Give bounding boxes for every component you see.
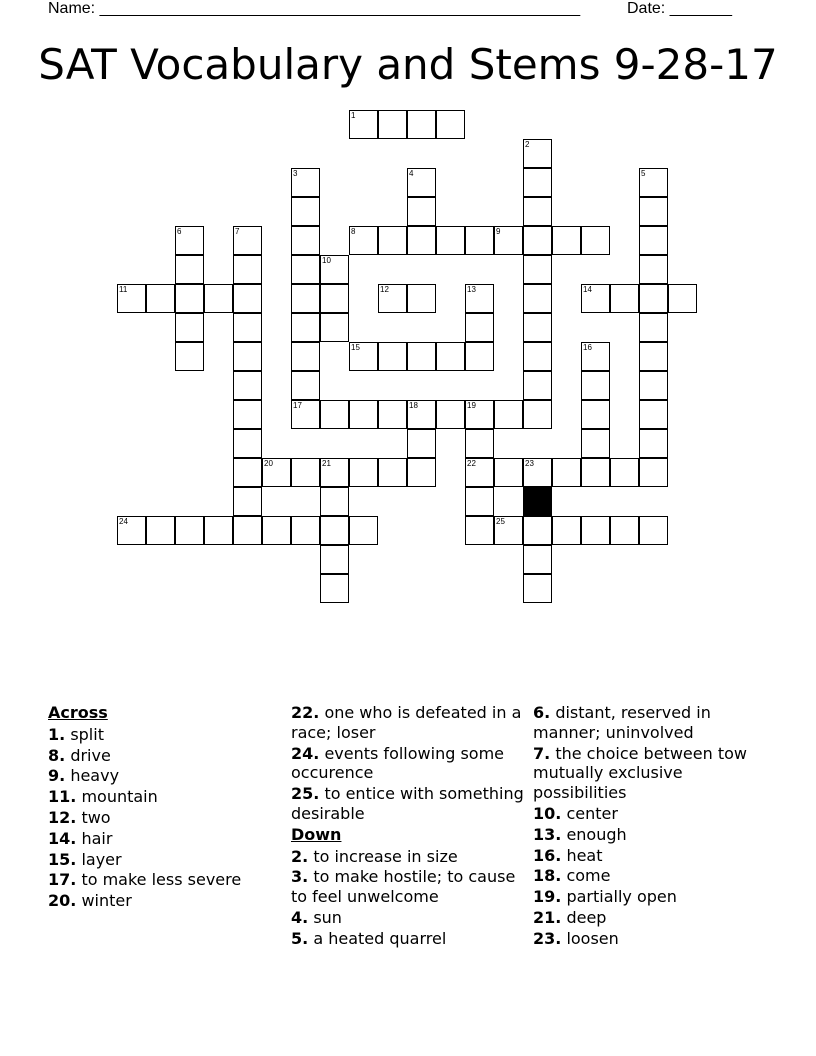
clue-down-6 [533,703,768,743]
grid-cell[interactable] [407,197,436,226]
cell-number: 2 [525,140,530,149]
clue-column-2 [291,703,526,950]
clue-across-12 [48,808,283,828]
grid-cell[interactable] [233,313,262,342]
clue-down-4 [291,908,526,928]
grid-cell[interactable] [378,226,407,255]
clue-number: 11. [48,787,77,807]
clue-number: 22. [291,703,320,722]
clue-across-11 [48,787,283,807]
grid-cell[interactable] [523,574,552,603]
grid-cell[interactable] [668,284,697,313]
grid-cell[interactable] [262,516,291,545]
grid-cell[interactable] [291,284,320,313]
clue-number: 3. [291,867,309,887]
grid-cell[interactable] [291,313,320,342]
grid-cell[interactable] [233,371,262,400]
grid-cell[interactable] [610,516,639,545]
clue-text: partially open [566,887,677,907]
grid-cell[interactable] [639,284,668,313]
clue-number: 14. [48,828,77,848]
clue-down-18 [533,866,768,886]
clue-text: distant, reserved in manner; uninvolved [533,703,711,742]
grid-cell[interactable] [523,139,552,168]
grid-cell[interactable] [349,458,378,487]
clue-text: sun [313,907,342,927]
grid-cell[interactable] [465,516,494,545]
grid-cell[interactable] [233,342,262,371]
date-field-label[interactable]: Date: _______ [627,0,732,17]
grid-cell[interactable] [146,284,175,313]
clue-across-25 [291,784,526,824]
grid-cell[interactable] [465,458,494,487]
grid-cell[interactable] [117,284,146,313]
grid-cell[interactable] [175,313,204,342]
grid-cell[interactable] [117,516,146,545]
grid-cell[interactable] [233,226,262,255]
grid-cell[interactable] [436,110,465,139]
grid-cell[interactable] [552,226,581,255]
grid-cell[interactable] [639,371,668,400]
clue-down-19 [533,887,768,907]
clue-down-16 [533,846,768,866]
grid-cell[interactable] [291,342,320,371]
grid-cell[interactable] [581,342,610,371]
clue-across-1 [48,725,283,745]
across-heading: Across [48,703,108,722]
grid-cell[interactable] [523,400,552,429]
grid-cell[interactable] [639,226,668,255]
clue-across-22 [291,703,526,743]
clue-number: 6. [533,703,551,722]
grid-cell[interactable] [639,429,668,458]
grid-cell[interactable] [436,226,465,255]
clue-text: heavy [70,766,120,786]
grid-cell[interactable] [320,255,349,284]
grid-cell[interactable] [436,342,465,371]
grid-cell[interactable] [581,400,610,429]
grid-cell[interactable] [291,255,320,284]
cell-number: 8 [351,227,356,236]
grid-cell[interactable] [378,342,407,371]
grid-cell[interactable] [233,458,262,487]
grid-cell[interactable] [233,255,262,284]
grid-cell[interactable] [378,110,407,139]
cell-number: 21 [322,459,331,468]
grid-cell[interactable] [291,168,320,197]
clue-text: drive [70,745,111,765]
grid-cell[interactable] [407,284,436,313]
grid-cell[interactable] [320,458,349,487]
grid-cell[interactable] [407,226,436,255]
clue-text: one who is defeated in a race; loser [291,703,522,742]
grid-cell[interactable] [407,400,436,429]
grid-cell[interactable] [523,516,552,545]
grid-cell[interactable] [407,110,436,139]
grid-cell[interactable] [465,313,494,342]
cell-number: 3 [293,169,298,178]
grid-cell[interactable] [639,255,668,284]
clue-number: 10. [533,803,562,823]
grid-cell[interactable] [465,226,494,255]
grid-cell[interactable] [407,429,436,458]
grid-cell[interactable] [523,168,552,197]
grid-cell[interactable] [175,226,204,255]
grid-cell[interactable] [523,197,552,226]
grid-cell[interactable] [639,342,668,371]
grid-cell[interactable] [465,342,494,371]
clue-text: layer [81,849,122,869]
grid-cell[interactable] [639,400,668,429]
grid-cell[interactable] [349,342,378,371]
page-title: SAT Vocabulary and Stems 9-28-17 [38,40,778,89]
clue-text: center [566,803,618,823]
clue-text: hair [81,828,113,848]
grid-cell[interactable] [639,168,668,197]
cell-number: 10 [322,256,331,265]
grid-cell[interactable] [610,458,639,487]
clue-text: events following some occurence [291,743,504,783]
grid-cell[interactable] [523,371,552,400]
grid-cell[interactable] [639,197,668,226]
clue-text: enough [566,824,627,844]
clue-number: 9. [48,766,66,786]
cell-number: 19 [467,401,476,410]
cell-number: 1 [351,111,356,120]
cell-number: 20 [264,459,273,468]
clue-across-8 [48,746,283,766]
cell-number: 12 [380,285,389,294]
grid-cell[interactable] [349,516,378,545]
grid-cell[interactable] [204,516,233,545]
grid-cell[interactable] [233,400,262,429]
clue-down-7 [533,744,768,803]
grid-cell[interactable] [291,516,320,545]
grid-cell[interactable] [465,487,494,516]
clue-number: 23. [533,928,562,948]
clue-text: winter [81,891,132,911]
cell-number: 5 [641,169,646,178]
grid-cell[interactable] [494,400,523,429]
clue-number: 5. [291,928,309,948]
clue-text: loosen [566,928,619,948]
grid-cell[interactable] [523,313,552,342]
grid-cell[interactable] [552,458,581,487]
clue-number: 25. [291,784,320,804]
clue-text: a heated quarrel [313,928,447,948]
grid-cell[interactable] [291,226,320,255]
clue-text: to entice with something desirable [291,784,524,823]
grid-cell[interactable] [233,516,262,545]
blocked-cell [523,487,552,516]
grid-cell[interactable] [407,168,436,197]
grid-cell[interactable] [320,400,349,429]
grid-cell[interactable] [146,516,175,545]
clue-number: 21. [533,907,562,927]
clue-number: 8. [48,745,66,765]
cell-number: 13 [467,285,476,294]
cell-number: 14 [583,285,592,294]
clue-number: 7. [533,743,551,763]
clue-across-20 [48,891,283,911]
grid-cell[interactable] [465,429,494,458]
clue-number: 1. [48,724,66,744]
cell-number: 9 [496,227,501,236]
grid-cell[interactable] [233,487,262,516]
grid-cell[interactable] [320,487,349,516]
cell-number: 16 [583,343,592,352]
clue-number: 4. [291,907,309,927]
grid-cell[interactable] [523,284,552,313]
cell-number: 4 [409,169,414,178]
grid-cell[interactable] [320,516,349,545]
clue-across-17 [48,870,283,890]
clue-number: 13. [533,824,562,844]
clue-text: two [81,807,111,827]
clue-text: come [566,866,611,886]
clue-across-24 [291,744,526,784]
clue-number: 12. [48,807,77,827]
grid-cell[interactable] [320,313,349,342]
grid-cell[interactable] [581,284,610,313]
grid-cell[interactable] [523,458,552,487]
clue-column-3 [533,703,768,950]
clue-text: split [70,724,104,744]
grid-cell[interactable] [291,458,320,487]
clue-text: to make less severe [81,870,242,890]
grid-cell[interactable] [494,458,523,487]
grid-cell[interactable] [204,284,233,313]
clue-down-10 [533,804,768,824]
clue-number: 24. [291,743,320,763]
grid-cell[interactable] [436,400,465,429]
grid-cell[interactable] [552,516,581,545]
clue-number: 20. [48,891,77,911]
grid-cell[interactable] [291,400,320,429]
clue-down-3 [291,867,526,907]
grid-cell[interactable] [581,226,610,255]
clue-text: heat [566,845,603,865]
clue-down-2 [291,847,526,867]
grid-cell[interactable] [175,284,204,313]
grid-cell[interactable] [320,574,349,603]
grid-cell[interactable] [639,516,668,545]
clue-column-1 [48,703,283,912]
grid-cell[interactable] [581,371,610,400]
grid-cell[interactable] [639,313,668,342]
grid-cell[interactable] [639,458,668,487]
grid-cell[interactable] [523,255,552,284]
grid-cell[interactable] [523,226,552,255]
clue-across-15 [48,850,283,870]
grid-cell[interactable] [233,284,262,313]
cell-number: 11 [119,285,128,294]
cell-number: 15 [351,343,360,352]
grid-cell[interactable] [465,400,494,429]
grid-cell[interactable] [378,400,407,429]
grid-cell[interactable] [262,458,291,487]
clue-text: to make hostile; to cause to feel unwelcome [291,867,516,907]
grid-cell[interactable] [407,458,436,487]
grid-cell[interactable] [349,226,378,255]
clue-number: 2. [291,846,309,866]
grid-cell[interactable] [494,516,523,545]
clue-text: deep [566,907,607,927]
grid-cell[interactable] [523,342,552,371]
cell-number: 22 [467,459,476,468]
clue-across-14 [48,829,283,849]
cell-number: 24 [119,517,128,526]
clue-down-23 [533,929,768,949]
clue-down-5 [291,929,526,949]
grid-cell[interactable] [581,458,610,487]
grid-cell[interactable] [291,197,320,226]
grid-cell[interactable] [407,342,436,371]
cell-number: 7 [235,227,240,236]
clue-down-21 [533,908,768,928]
grid-cell[interactable] [581,429,610,458]
grid-cell[interactable] [175,342,204,371]
cell-number: 18 [409,401,418,410]
clue-number: 19. [533,887,562,907]
grid-cell[interactable] [291,371,320,400]
name-field-label[interactable]: Name: ______________________________________________________ [48,0,581,17]
grid-cell[interactable] [320,545,349,574]
clue-number: 15. [48,849,77,869]
cell-number: 23 [525,459,534,468]
grid-cell[interactable] [233,429,262,458]
clue-text: to increase in size [313,846,458,866]
cell-number: 17 [293,401,302,410]
grid-cell[interactable] [320,284,349,313]
clue-across-9 [48,766,283,786]
clue-text: mountain [81,787,158,807]
grid-cell[interactable] [465,284,494,313]
clue-number: 18. [533,866,562,886]
grid-cell[interactable] [175,516,204,545]
grid-cell[interactable] [349,110,378,139]
grid-cell[interactable] [494,226,523,255]
clue-number: 17. [48,870,77,890]
grid-cell[interactable] [610,284,639,313]
clue-number: 16. [533,845,562,865]
grid-cell[interactable] [581,516,610,545]
grid-cell[interactable] [523,545,552,574]
clue-text: the choice between tow mutually exclusive possibilities [533,743,747,803]
down-heading: Down [291,824,342,844]
grid-cell[interactable] [175,255,204,284]
grid-cell[interactable] [378,284,407,313]
clue-down-13 [533,825,768,845]
grid-cell[interactable] [349,400,378,429]
cell-number: 25 [496,517,505,526]
cell-number: 6 [177,227,182,236]
grid-cell[interactable] [378,458,407,487]
